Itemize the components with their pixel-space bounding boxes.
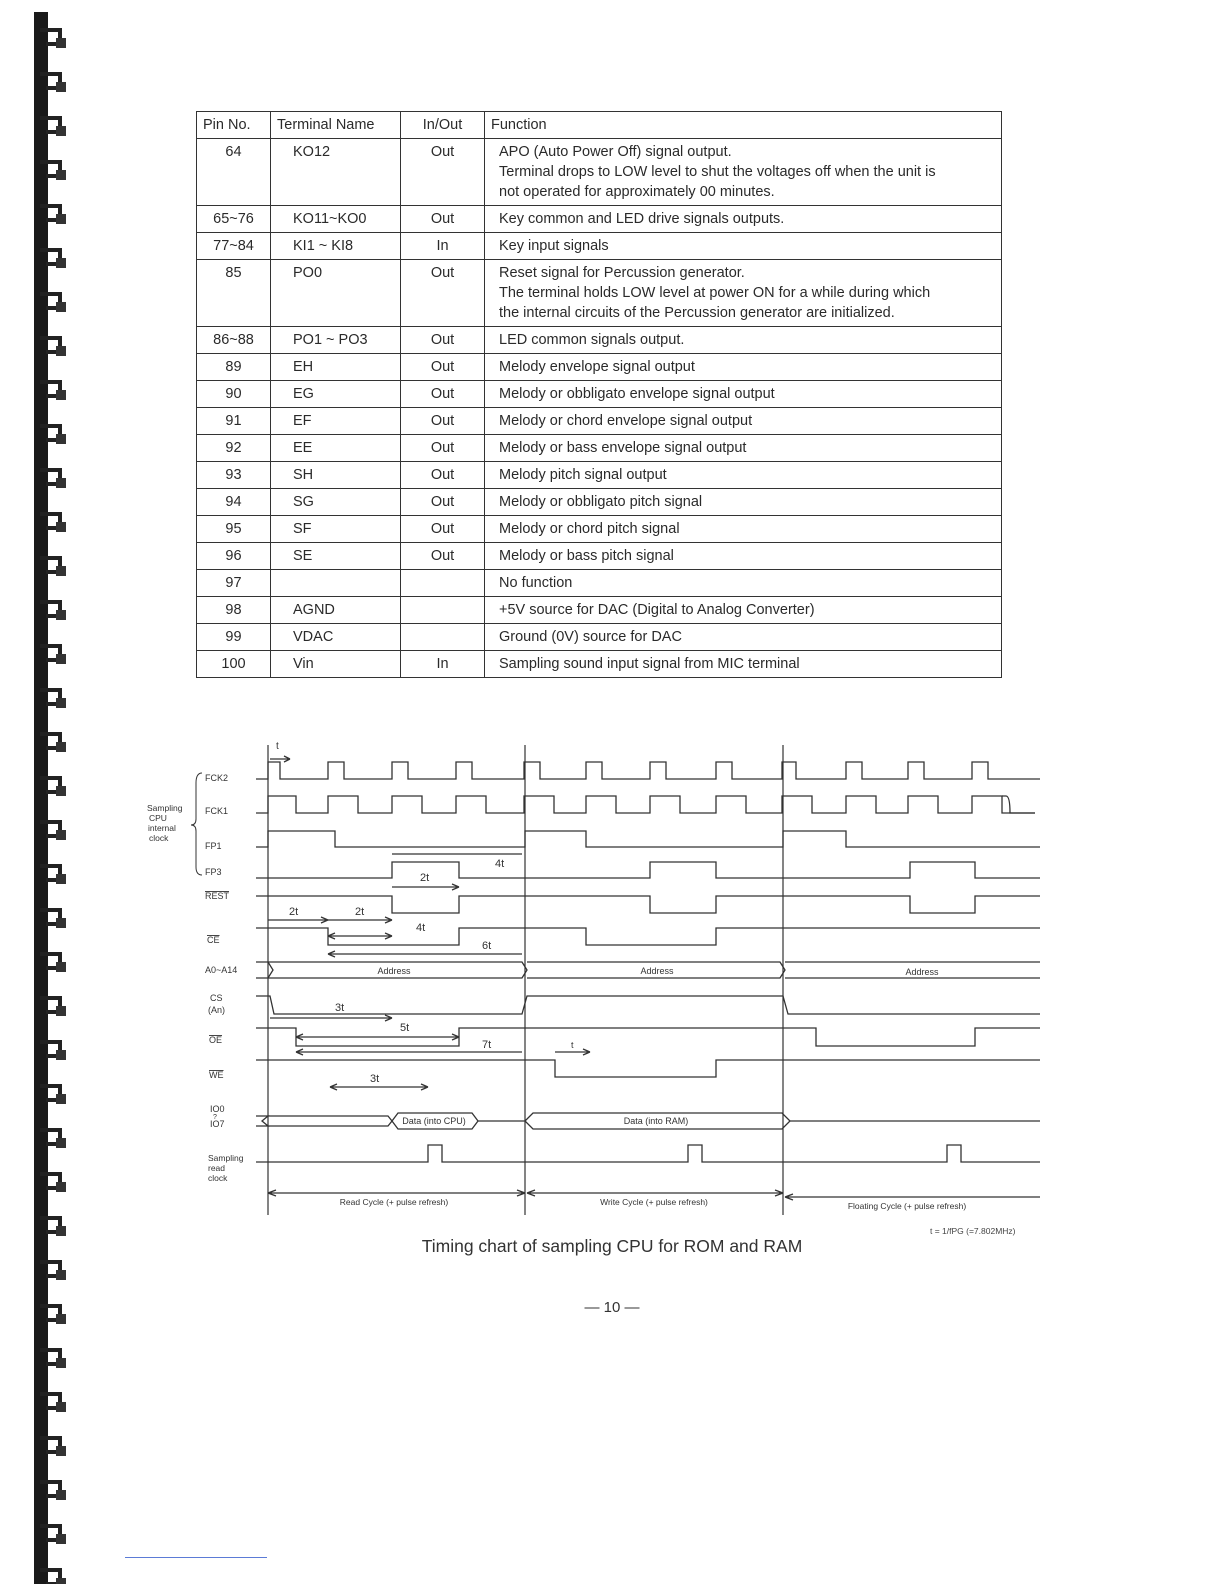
- cell-function: [485, 381, 1002, 408]
- function-line: Melody or obbligato pitch signal: [499, 494, 703, 510]
- dim-6t-ce: [328, 951, 522, 957]
- function-line: Melody or bass pitch signal: [499, 548, 674, 564]
- group-label-2: CPU: [149, 813, 167, 823]
- cell-pin-no: 93: [197, 462, 271, 489]
- function-line: Melody or obbligato envelope signal output: [499, 386, 775, 402]
- label-io0: IO0: [210, 1104, 225, 1114]
- table-row: [197, 139, 1002, 206]
- cell-function: [485, 624, 1002, 651]
- cell-terminal-name: EH: [271, 354, 401, 381]
- bus-io-start: [256, 1116, 268, 1126]
- wave-fck1-tail: [1002, 796, 1035, 813]
- group-label-4: clock: [149, 833, 169, 843]
- mark-6t-ce: 6t: [482, 940, 492, 952]
- cell-in-out: Out: [401, 516, 485, 543]
- mark-4t-fp3: 4t: [495, 858, 505, 870]
- table-row: [197, 260, 1002, 327]
- cell-pin-no: 86~88: [197, 327, 271, 354]
- function-line: Key input signals: [499, 238, 609, 254]
- header-pin-no: Pin No.: [197, 112, 271, 139]
- cell-terminal-name: EF: [271, 408, 401, 435]
- cell-pin-no: 92: [197, 435, 271, 462]
- arrow-read-cycle: [268, 1190, 525, 1196]
- label-fck2: FCK2: [205, 773, 229, 783]
- cell-in-out: Out: [401, 408, 485, 435]
- cell-function: [485, 651, 1002, 678]
- cycle-write: Write Cycle (+ pulse refresh): [600, 1197, 708, 1207]
- function-line: the internal circuits of the Percussion generator are initialized.: [499, 305, 895, 321]
- wave-rest: [256, 896, 1040, 913]
- label-io-dots: ?: [213, 1114, 217, 1121]
- cell-in-out: [401, 570, 485, 597]
- cell-terminal-name: SF: [271, 516, 401, 543]
- group-label-3: internal: [148, 823, 176, 833]
- bus-io-idle: [268, 1116, 392, 1126]
- wave-sampling-read-clock: [256, 1145, 1040, 1162]
- cell-terminal-name: SH: [271, 462, 401, 489]
- function-line: Key common and LED drive signals outputs.: [499, 211, 785, 227]
- cell-in-out: Out: [401, 462, 485, 489]
- figure-caption: Timing chart of sampling CPU for ROM and RAM: [421, 1236, 803, 1256]
- table-row: [197, 381, 1002, 408]
- mark-2t-fp3: 2t: [420, 872, 430, 884]
- label-oe: OE: [209, 1035, 223, 1045]
- cell-in-out: Out: [401, 206, 485, 233]
- table-row: [197, 354, 1002, 381]
- table-row: [197, 206, 1002, 233]
- cell-in-out: In: [401, 651, 485, 678]
- cell-function: [485, 435, 1002, 462]
- mark-2t-b: 2t: [355, 906, 365, 918]
- cell-function: [485, 597, 1002, 624]
- bus-address-write: Address: [640, 966, 674, 976]
- cell-terminal-name: AGND: [271, 597, 401, 624]
- table-row: [197, 570, 1002, 597]
- function-line: Terminal drops to LOW level to shut the voltages off when the unit is: [499, 164, 936, 180]
- cell-pin-no: 99: [197, 624, 271, 651]
- dim-3t-cs: [270, 1015, 392, 1021]
- mark-7t-oe: 7t: [482, 1039, 492, 1051]
- cycle-read: Read Cycle (+ pulse refresh): [339, 1197, 449, 1207]
- dim-5t-oe: [296, 1034, 459, 1040]
- dim-4t-ce: [328, 933, 392, 939]
- cell-function: [485, 570, 1002, 597]
- cell-pin-no: 91: [197, 408, 271, 435]
- function-line: Melody pitch signal output: [499, 467, 667, 483]
- bus-data-into-cpu: Data (into CPU): [402, 1116, 466, 1126]
- cell-terminal-name: VDAC: [271, 624, 401, 651]
- cell-function: [485, 354, 1002, 381]
- label-address-bus: A0~A14: [205, 965, 238, 975]
- cell-in-out: In: [401, 233, 485, 260]
- cell-function: [485, 139, 1002, 206]
- spiral-binding: [0, 0, 70, 1584]
- cell-terminal-name: KO11~KO0: [271, 206, 401, 233]
- group-label-1: Sampling: [147, 803, 183, 813]
- dim-2t-fp3: [392, 884, 459, 890]
- mark-t-top: t: [276, 741, 279, 752]
- cell-function: [485, 206, 1002, 233]
- cell-function: [485, 489, 1002, 516]
- cycle-floating: Floating Cycle (+ pulse refresh): [847, 1201, 967, 1211]
- wave-fp1: [256, 831, 1040, 847]
- cell-pin-no: 95: [197, 516, 271, 543]
- cell-terminal-name: PO0: [271, 260, 401, 327]
- function-line: No function: [499, 575, 573, 591]
- function-line: Melody or chord pitch signal: [499, 521, 680, 537]
- function-line: Melody or chord envelope signal output: [499, 413, 753, 429]
- mark-3t-we: 3t: [370, 1073, 380, 1085]
- timing-chart: [130, 735, 1050, 1225]
- label-fck1: FCK1: [205, 806, 229, 816]
- table-row: [197, 516, 1002, 543]
- cell-in-out: Out: [401, 543, 485, 570]
- cell-pin-no: 90: [197, 381, 271, 408]
- cell-in-out: Out: [401, 139, 485, 206]
- header-in-out: In/Out: [401, 112, 485, 139]
- function-line: Melody or bass envelope signal output: [499, 440, 747, 456]
- label-io7: IO7: [210, 1119, 225, 1129]
- pin-function-table: [196, 111, 1002, 678]
- label-ce: CE: [207, 935, 220, 945]
- cell-function: [485, 408, 1002, 435]
- cell-pin-no: 77~84: [197, 233, 271, 260]
- cell-function: [485, 462, 1002, 489]
- mark-3t-cs: 3t: [335, 1002, 345, 1014]
- cell-in-out: Out: [401, 489, 485, 516]
- cell-terminal-name: SG: [271, 489, 401, 516]
- cell-in-out: [401, 624, 485, 651]
- cell-in-out: Out: [401, 260, 485, 327]
- cell-pin-no: 65~76: [197, 206, 271, 233]
- cell-function: [485, 327, 1002, 354]
- cell-in-out: Out: [401, 327, 485, 354]
- cell-terminal-name: EG: [271, 381, 401, 408]
- cell-function: [485, 543, 1002, 570]
- cell-function: [485, 260, 1002, 327]
- table-row: [197, 408, 1002, 435]
- header-function: Function: [485, 112, 1002, 139]
- table-header-row: [197, 112, 1002, 139]
- cell-terminal-name: PO1 ~ PO3: [271, 327, 401, 354]
- header-terminal-name: Terminal Name: [271, 112, 401, 139]
- mark-5t-oe: 5t: [400, 1022, 410, 1034]
- mark-t-oe: t: [571, 1040, 574, 1050]
- arrow-floating-cycle: [785, 1194, 1040, 1200]
- cell-pin-no: 85: [197, 260, 271, 327]
- dim-t-top: [270, 756, 290, 762]
- table-row: [197, 327, 1002, 354]
- wave-fp3: [256, 862, 1040, 878]
- bus-address-float: Address: [905, 967, 939, 977]
- label-rest: REST: [205, 891, 230, 901]
- table-row: [197, 233, 1002, 260]
- wave-fck1: [256, 796, 1035, 813]
- cell-pin-no: 64: [197, 139, 271, 206]
- cell-in-out: Out: [401, 381, 485, 408]
- cell-terminal-name: SE: [271, 543, 401, 570]
- function-line: Reset signal for Percussion generator.: [499, 265, 745, 281]
- function-line: Ground (0V) source for DAC: [499, 629, 682, 645]
- wave-fck2: [256, 762, 1040, 779]
- cell-terminal-name: EE: [271, 435, 401, 462]
- function-line: The terminal holds LOW level at power ON for a while during which: [499, 285, 931, 301]
- timing-footnote: t = 1/fPG (=7.802MHz): [930, 1226, 1016, 1236]
- label-fp1: FP1: [205, 841, 222, 851]
- table-row: [197, 624, 1002, 651]
- cell-pin-no: 94: [197, 489, 271, 516]
- label-cs: CS: [210, 993, 223, 1003]
- label-we: WE: [209, 1070, 224, 1080]
- group-brace: [191, 773, 202, 875]
- function-line: LED common signals output.: [499, 332, 685, 348]
- cell-pin-no: 96: [197, 543, 271, 570]
- cell-terminal-name: Vin: [271, 651, 401, 678]
- function-line: +5V source for DAC (Digital to Analog Converter): [499, 602, 815, 618]
- binding-rings-graphic: [0, 0, 70, 1584]
- wave-cs: [256, 996, 1040, 1014]
- bus-address-read: Address: [377, 966, 411, 976]
- label-sampling-read-2: read: [208, 1163, 226, 1173]
- cell-in-out: Out: [401, 354, 485, 381]
- cell-pin-no: 89: [197, 354, 271, 381]
- table-row: [197, 462, 1002, 489]
- function-line: not operated for approximately 00 minutes.: [499, 184, 775, 200]
- table-row: [197, 597, 1002, 624]
- label-cs-an: (An): [208, 1005, 226, 1015]
- cell-in-out: Out: [401, 435, 485, 462]
- page-number: — 10 —: [584, 1299, 640, 1316]
- function-line: Melody envelope signal output: [499, 359, 695, 375]
- cell-function: [485, 516, 1002, 543]
- table-row: [197, 435, 1002, 462]
- table-row: [197, 489, 1002, 516]
- cell-terminal-name: KI1 ~ KI8: [271, 233, 401, 260]
- cell-pin-no: 98: [197, 597, 271, 624]
- table-row: [197, 543, 1002, 570]
- label-sampling-read-1: Sampling: [208, 1153, 244, 1163]
- cell-terminal-name: KO12: [271, 139, 401, 206]
- bus-address-start: [256, 962, 273, 978]
- label-fp3: FP3: [205, 867, 222, 877]
- cell-pin-no: 100: [197, 651, 271, 678]
- mark-2t-a: 2t: [289, 906, 299, 918]
- function-line: Sampling sound input signal from MIC terminal: [499, 656, 800, 672]
- footer-rule: [125, 1557, 267, 1558]
- table-row: [197, 651, 1002, 678]
- mark-4t-ce: 4t: [416, 922, 426, 934]
- arrow-write-cycle: [527, 1190, 783, 1196]
- cell-in-out: [401, 597, 485, 624]
- cell-terminal-name: [271, 570, 401, 597]
- cell-pin-no: 97: [197, 570, 271, 597]
- cell-function: [485, 233, 1002, 260]
- label-sampling-read-3: clock: [208, 1173, 228, 1183]
- bus-data-into-ram: Data (into RAM): [623, 1116, 689, 1126]
- function-line: APO (Auto Power Off) signal output.: [499, 144, 732, 160]
